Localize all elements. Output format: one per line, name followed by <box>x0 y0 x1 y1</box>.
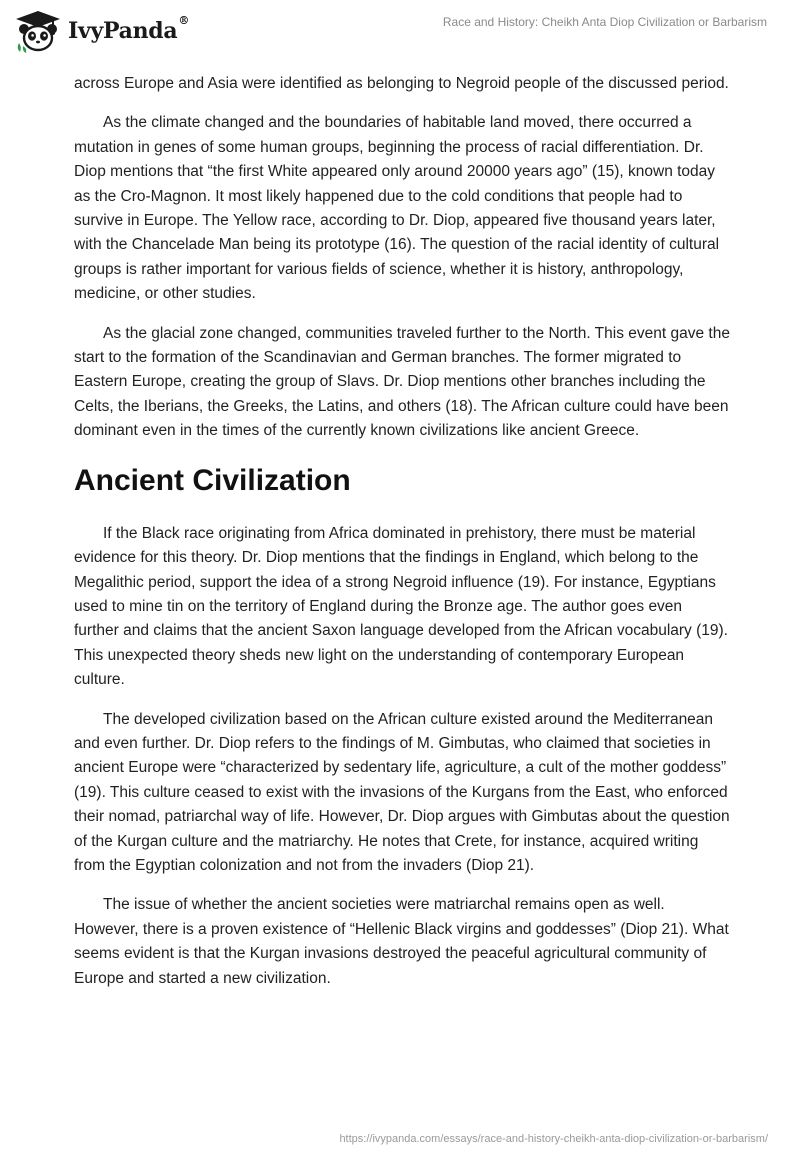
brand-name: IvyPanda® <box>68 14 190 44</box>
paragraph: If the Black race originating from Africa dominated in prehistory, there must be material evidence for this theory. Dr. Diop mentions that the findings in England, which belong to the Megalithic period, support the idea of a strong Negroid influence (19). For instance, Egyptians used to mine tin on the territory of England during the Bronze age. The author goes even further and claims that the ancient Saxon language developed from the African vocabulary (19). This unexpected theory sheds new light on the understanding of contemporary European culture. <box>74 524 728 689</box>
essay-body <box>74 72 730 1006</box>
page-header <box>0 0 800 60</box>
panda-graduate-icon <box>14 9 62 53</box>
paragraph: As the glacial zone changed, communities traveled further to the North. This event gave the start to the formation of the Scandinavian and German branches. The former migrated to Eastern Europe, creating the group of Slavs. Dr. Diop mentions other branches including the Celts, the Iberians, the Greeks, the Latins, and others (18). The African culture could have been dominant even in the times of the currently known civilizations like ancient Greece. <box>74 324 730 440</box>
paragraph: The developed civilization based on the African culture existed around the Mediterranean and even further. Dr. Diop refers to the findings of M. Gimbutas, who claimed that societies in ancient Europe were “characterized by sedentary life, agriculture, a cult of the mother goddess” (19). This culture ceased to exist with the invasions of the Kurgans from the East, who enforced their nomad, patriarchal way of life. However, Dr. Diop argues with Gimbutas about the question of the Kurgan culture and the matriarchy. He notes that Crete, for instance, acquired writing from the Egyptian colonization and not from the invaders (Diop 21). <box>74 710 730 874</box>
source-url[interactable]: https://ivypanda.com/essays/race-and-history-cheikh-anta-diop-civilization-or-barbarism/ <box>339 1133 768 1145</box>
section-heading: Ancient Civilization <box>74 463 351 497</box>
ivypanda-logo[interactable] <box>14 8 189 54</box>
document-title: Race and History: Cheikh Anta Diop Civilization or Barbarism <box>442 15 767 29</box>
paragraph: The issue of whether the ancient societies were matriarchal remains open as well. However, there is a proven existence of “Hellenic Black virgins and goddesses” (Diop 21). What seems evident is that the Kurgan invasions destroyed the peaceful agricultural community of Europe and started a new civilization. <box>74 896 729 987</box>
paragraph: As the climate changed and the boundaries of habitable land moved, there occurred a mutation in genes of some human groups, beginning the process of racial differentiation. Dr. Diop mentions that “the first White appeared only around 20000 years ago” (15), known today as the Cro-Magnon. It most likely happened due to the cold conditions that people had to survive in Europe. The Yellow race, according to Dr. Diop, appeared five thousand years later, with the Chancelade Man being its prototype (16). The question of the racial identity of cultural groups is rather important for various fields of science, whether it is history, anthropology, medicine, or other studies. <box>74 114 720 303</box>
paragraph: across Europe and Asia were identified as belonging to Negroid people of the discussed period. <box>74 75 729 92</box>
registered-mark: ® <box>178 14 190 27</box>
